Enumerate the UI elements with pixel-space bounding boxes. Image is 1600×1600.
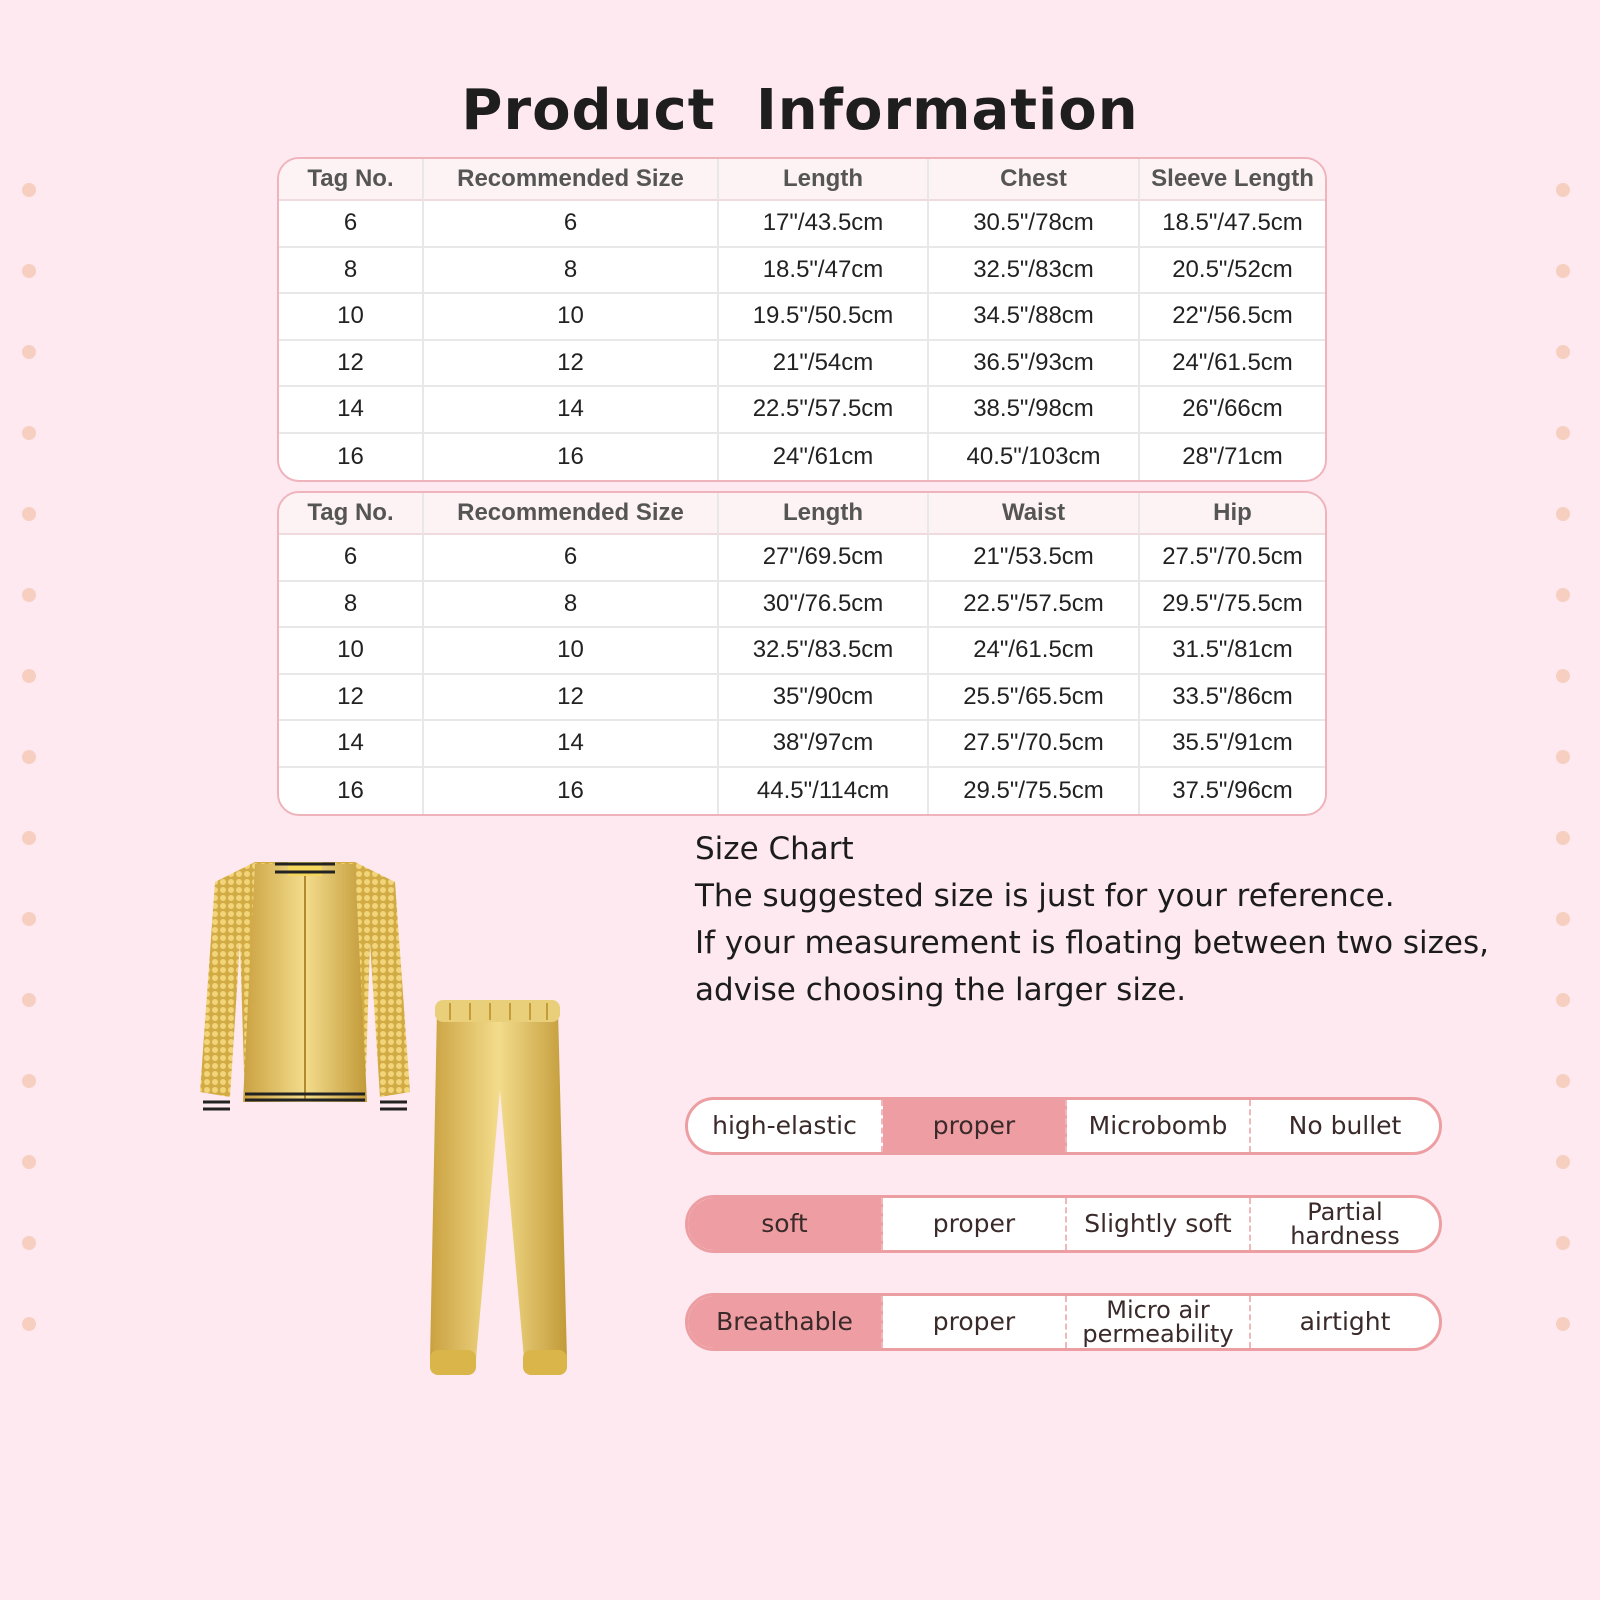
decorative-dot [22, 831, 36, 845]
decorative-dot [1556, 426, 1570, 440]
elasticity-scale [685, 1097, 1442, 1155]
header-sleeve-length: Sleeve Length [1140, 159, 1325, 201]
table-row [279, 248, 1325, 295]
table-cell: 38.5"/98cm [929, 387, 1140, 434]
table-cell: 6 [279, 535, 424, 582]
table-cell: 28"/71cm [1182, 442, 1283, 470]
header-length: Length [719, 159, 929, 201]
table-row [279, 387, 1325, 434]
decorative-dot [1556, 264, 1570, 278]
right-dot-border [1552, 0, 1582, 1600]
gold-jacket-image [195, 862, 415, 1132]
table-cell: 16 [424, 768, 719, 815]
decorative-dot [1556, 183, 1570, 197]
header-recommended-size: Recommended Size [424, 493, 719, 535]
header-tag-no: Tag No. [279, 493, 424, 535]
table-cell: 35"/90cm [719, 675, 929, 722]
scale-option-micro-air-permeability: Micro air permeability [1067, 1296, 1251, 1348]
table-cell: 14 [279, 721, 424, 768]
table-cell: 19.5"/50.5cm [719, 294, 929, 341]
decorative-dot [1556, 1236, 1570, 1250]
decorative-dot [1556, 831, 1570, 845]
decorative-dot [22, 750, 36, 764]
decorative-dot [22, 1317, 36, 1331]
table-cell: 24"/61cm [719, 434, 929, 481]
table-cell: 8 [279, 582, 424, 629]
table-cell: 12 [279, 675, 424, 722]
table-row [279, 535, 1325, 582]
table-cell: 34.5"/88cm [929, 294, 1140, 341]
table-cell: 29.5"/75.5cm [929, 768, 1140, 815]
table-row [279, 721, 1325, 768]
header-tag-no: Tag No. [279, 159, 424, 201]
page-title: Product Information [461, 78, 1139, 143]
table-cell: 32.5"/83cm [929, 248, 1140, 295]
decorative-dot [1556, 1074, 1570, 1088]
table-cell: 16 [424, 434, 719, 481]
decorative-dot [1556, 507, 1570, 521]
note-heading: Size Chart [695, 831, 854, 867]
decorative-dot [22, 588, 36, 602]
scale-option-partial-hardness: Partial hardness [1290, 1198, 1400, 1250]
decorative-dot [22, 912, 36, 926]
decorative-dot [1556, 1155, 1570, 1169]
note-line: If your measurement is floating between two sizes, [695, 925, 1489, 961]
scale-option-proper: proper [883, 1198, 1067, 1250]
decorative-dot [22, 264, 36, 278]
decorative-dot [1556, 345, 1570, 359]
table-cell: 40.5"/103cm [929, 434, 1140, 481]
decorative-dot [22, 345, 36, 359]
table-cell: 27.5"/70.5cm [1140, 535, 1325, 582]
header-waist: Waist [929, 493, 1140, 535]
table-cell: 21"/53.5cm [929, 535, 1140, 582]
decorative-dot [1556, 669, 1570, 683]
decorative-dot [22, 183, 36, 197]
table-row [279, 582, 1325, 629]
table-cell: 33.5"/86cm [1140, 675, 1325, 722]
decorative-dot [22, 1155, 36, 1169]
table-cell: 27"/69.5cm [719, 535, 929, 582]
decorative-dot [22, 669, 36, 683]
table-cell: 6 [279, 201, 424, 248]
decorative-dot [1556, 588, 1570, 602]
table-cell: 24"/61.5cm [1140, 341, 1325, 388]
table-cell: 25.5"/65.5cm [929, 675, 1140, 722]
bottom-size-table [277, 491, 1327, 816]
table-cell: 22.5"/57.5cm [719, 387, 929, 434]
decorative-dot [22, 426, 36, 440]
size-chart-note [695, 826, 1495, 1014]
table-cell: 12 [424, 341, 719, 388]
table-cell: 10 [424, 628, 719, 675]
table-cell: 22.5"/57.5cm [929, 582, 1140, 629]
table-cell: 29.5"/75.5cm [1140, 582, 1325, 629]
table-cell: 21"/54cm [719, 341, 929, 388]
table-cell: 38"/97cm [719, 721, 929, 768]
table-cell: 14 [424, 387, 719, 434]
table-cell: 26"/66cm [1140, 387, 1325, 434]
scale-option-slightly-soft: Slightly soft [1067, 1198, 1251, 1250]
table-cell: 30"/76.5cm [719, 582, 929, 629]
table-cell: 31.5"/81cm [1140, 628, 1325, 675]
table-cell: 35.5"/91cm [1140, 721, 1325, 768]
table-cell: 12 [279, 341, 424, 388]
table-cell: 10 [279, 628, 424, 675]
table-cell: 14 [424, 721, 719, 768]
table-cell: 30.5"/78cm [929, 201, 1140, 248]
table-cell: 10 [424, 294, 719, 341]
gold-pants-image [425, 1000, 570, 1380]
table-cell: 16 [279, 768, 424, 815]
scale-option-soft-selected: soft [688, 1198, 883, 1250]
scale-option-proper: proper [883, 1296, 1067, 1348]
decorative-dot [22, 1074, 36, 1088]
table-cell: 6 [424, 201, 719, 248]
scale-option-airtight: airtight [1299, 1307, 1391, 1336]
decorative-dot [1556, 912, 1570, 926]
table-cell: 18.5"/47cm [719, 248, 929, 295]
table-row [279, 675, 1325, 722]
table-header-row [279, 159, 1325, 201]
decorative-dot [22, 507, 36, 521]
header-hip: Hip [1140, 493, 1325, 535]
table-cell: 8 [424, 582, 719, 629]
scale-option-microbomb: Microbomb [1067, 1100, 1251, 1152]
top-size-table [277, 157, 1327, 482]
decorative-dot [1556, 993, 1570, 1007]
softness-scale [685, 1195, 1442, 1253]
scale-option-high-elastic: high-elastic [688, 1100, 883, 1152]
scale-option-proper-selected: proper [883, 1100, 1067, 1152]
decorative-dot [1556, 750, 1570, 764]
scale-option-no-bullet: No bullet [1288, 1111, 1402, 1140]
table-cell: 18.5"/47.5cm [1140, 201, 1325, 248]
table-cell: 27.5"/70.5cm [929, 721, 1140, 768]
table-cell: 24"/61.5cm [929, 628, 1140, 675]
table-cell: 8 [424, 248, 719, 295]
decorative-dot [22, 1236, 36, 1250]
table-header-row [279, 493, 1325, 535]
breathability-scale [685, 1293, 1442, 1351]
table-row [279, 294, 1325, 341]
table-cell: 10 [279, 294, 424, 341]
scale-option-breathable-selected: Breathable [688, 1296, 883, 1348]
note-line: The suggested size is just for your reference. [695, 878, 1395, 914]
decorative-dot [1556, 1317, 1570, 1331]
table-cell: 20.5"/52cm [1140, 248, 1325, 295]
table-cell: 32.5"/83.5cm [719, 628, 929, 675]
table-cell: 36.5"/93cm [929, 341, 1140, 388]
note-line: advise choosing the larger size. [695, 972, 1187, 1008]
table-cell: 14 [279, 387, 424, 434]
table-cell: 44.5"/114cm [719, 768, 929, 815]
table-cell: 8 [279, 248, 424, 295]
table-cell: 12 [424, 675, 719, 722]
table-row [279, 341, 1325, 388]
table-cell: 37.5"/96cm [1172, 776, 1293, 804]
header-recommended-size: Recommended Size [424, 159, 719, 201]
table-cell: 22"/56.5cm [1140, 294, 1325, 341]
left-dot-border [18, 0, 48, 1600]
decorative-dot [22, 993, 36, 1007]
table-row [279, 628, 1325, 675]
header-length: Length [719, 493, 929, 535]
table-cell: 17"/43.5cm [719, 201, 929, 248]
table-row [279, 768, 1325, 815]
table-row [279, 434, 1325, 481]
table-row [279, 201, 1325, 248]
header-chest: Chest [929, 159, 1140, 201]
table-cell: 16 [279, 434, 424, 481]
table-cell: 6 [424, 535, 719, 582]
